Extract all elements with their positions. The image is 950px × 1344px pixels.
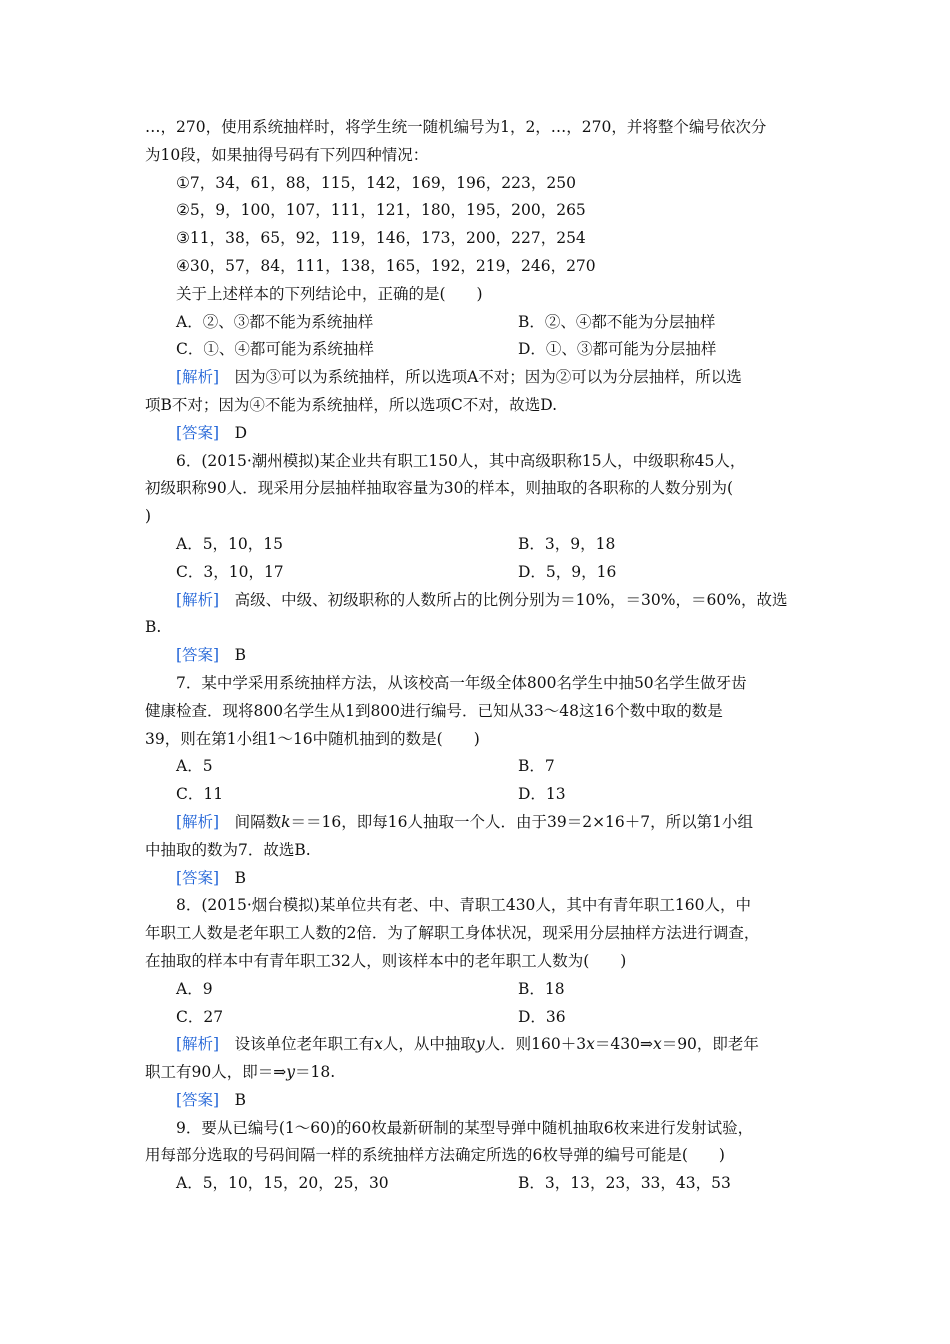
variable-k: k — [281, 812, 291, 831]
option-b: B．3，13，23，33，43，53 — [518, 1174, 731, 1193]
analysis-text: 人．则160＋3 — [484, 1035, 587, 1054]
analysis-tag: [解析] — [176, 1035, 220, 1054]
question-stem-continued: 年职工人数是老年职工人数的2倍．为了解职工身体状况，现采用分层抽样方法进行调查， — [145, 924, 760, 943]
sample-item: ④30，57，84，111，138，165，192，219，246，270 — [176, 256, 596, 275]
variable-x: x — [374, 1035, 383, 1054]
analysis-tag: [解析] — [176, 368, 220, 387]
question-stem-continued: 用每部分选取的号码间隔一样的系统抽样方法确定所选的6枚导弹的编号可能是( ) — [145, 1146, 725, 1165]
option-b: B．7 — [518, 757, 555, 776]
answer-tag: [答案] — [176, 1090, 220, 1109]
answer-tag: [答案] — [176, 423, 220, 442]
analysis — [145, 1031, 811, 1059]
analysis — [145, 364, 811, 392]
option-c: C．3，10，17 — [176, 562, 284, 581]
sample-item: ③11，38，65，92，119，146，173，200，227，254 — [176, 229, 586, 248]
analysis-tag: [解析] — [176, 590, 220, 609]
option-c: C．27 — [176, 1007, 224, 1026]
question-stem: 9．要从已编号(1～60)的60枚最新研制的某型导弹中随机抽取6枚来进行发射试验， — [176, 1118, 754, 1137]
variable-x: x — [652, 1035, 662, 1054]
analysis — [145, 809, 811, 837]
analysis-text: 高级、中级、初级职称的人数所占的比例分别为＝10%，＝30%，＝60%，故选 — [219, 590, 788, 609]
options-row — [145, 753, 811, 781]
question-stem-continued: 初级职称90人．现采用分层抽样抽取容量为30的样本，则抽取的各职称的人数分别为( — [145, 479, 733, 498]
answer — [145, 420, 811, 448]
analysis-text: ＝＝16，即每16人抽取一个人．由于39＝2×16＋7，所以第1小组 — [290, 812, 753, 831]
option-b: B．②、④都不能为分层抽样 — [518, 312, 716, 331]
option-c: C．①、④都可能为系统抽样 — [176, 340, 374, 359]
analysis-continued — [145, 1059, 811, 1087]
option-c: C．11 — [176, 785, 224, 804]
sample-item: ①7，34，61，88，115，142，169，196，223，250 — [176, 173, 576, 192]
options-row — [145, 531, 811, 559]
intro-line: …，270，使用系统抽样时，将学生统一随机编号为1，2，…，270，并将整个编号依次分 — [145, 118, 767, 136]
question-stem: 6．(2015·潮州模拟)某企业共有职工150人，其中高级职称15人，中级职称45人， — [176, 451, 746, 470]
options-row — [145, 976, 811, 1004]
option-a: A．5 — [176, 757, 213, 776]
options-row — [145, 309, 811, 337]
question-stem-continued: 39，则在第1小组1～16中随机抽到的数是( ) — [145, 729, 480, 748]
answer — [145, 1087, 811, 1115]
answer-value: D — [219, 423, 248, 442]
options-row — [145, 781, 811, 809]
analysis-text: 间隔数 — [219, 812, 282, 831]
option-a: A．9 — [176, 979, 213, 998]
analysis-text: ＝90，即老年 — [661, 1035, 759, 1054]
answer-tag: [答案] — [176, 868, 220, 887]
option-a: A．②、③都不能为系统抽样 — [176, 312, 374, 331]
options-row — [145, 1004, 811, 1032]
option-d: D．5，9，16 — [518, 562, 617, 581]
intro-line: 为10段，如果抽得号码有下列四种情况： — [145, 145, 429, 164]
sample-item: ②5，9，100，107，111，121，180，195，200，265 — [176, 201, 586, 220]
document-page — [145, 114, 811, 1198]
analysis-continued: B. — [145, 618, 162, 637]
question-stem: 8．(2015·烟台模拟)某单位共有老、中、青职工430人，其中有青年职工160人，中 — [176, 896, 752, 915]
options-row — [145, 1170, 811, 1198]
variable-x: x — [586, 1035, 595, 1054]
answer — [145, 865, 811, 893]
option-b: B．3，9，18 — [518, 534, 616, 553]
analysis-tag: [解析] — [176, 812, 220, 831]
question-stem-continued: 在抽取的样本中有青年职工32人，则该样本中的老年职工人数为( ) — [145, 951, 627, 970]
analysis-continued: 中抽取的数为7．故选B. — [145, 840, 311, 859]
variable-y: y — [286, 1063, 295, 1082]
option-d: D．36 — [518, 1007, 566, 1026]
option-b: B．18 — [518, 979, 565, 998]
analysis-text: ＝18. — [294, 1063, 336, 1082]
variable-y: y — [475, 1035, 485, 1054]
analysis-text: 设该单位老年职工有 — [219, 1035, 375, 1054]
analysis-text: ＝430⇒ — [594, 1035, 653, 1054]
analysis-text: 人，从中抽取 — [382, 1035, 476, 1054]
question-stem-continued: ) — [145, 507, 152, 526]
options-row — [145, 559, 811, 587]
option-a: A．5，10，15 — [176, 534, 284, 553]
analysis-text: 因为③可以为系统抽样，所以选项A不对；因为②可以为分层抽样，所以选 — [219, 368, 742, 387]
analysis — [145, 587, 811, 615]
analysis-continued: 项B不对；因为④不能为系统抽样，所以选项C不对，故选D. — [145, 395, 558, 414]
analysis-text: 职工有90人，即＝⇒ — [145, 1063, 287, 1082]
answer-tag: [答案] — [176, 646, 220, 665]
option-a: A．5，10，15，20，25，30 — [176, 1174, 389, 1193]
answer — [145, 642, 811, 670]
option-d: D．13 — [518, 785, 566, 804]
answer-value: B — [219, 646, 246, 665]
answer-value: B — [219, 868, 246, 887]
answer-value: B — [219, 1090, 246, 1109]
question-stem: 7．某中学采用系统抽样方法，从该校高一年级全体800名学生中抽50名学生做牙齿 — [176, 673, 747, 692]
options-row — [145, 336, 811, 364]
option-d: D．①、③都可能为分层抽样 — [518, 340, 717, 359]
question-stem: 关于上述样本的下列结论中，正确的是( ) — [176, 284, 483, 303]
question-stem-continued: 健康检查．现将800名学生从1到800进行编号．已知从33～48这16个数中取的数是 — [145, 701, 723, 720]
